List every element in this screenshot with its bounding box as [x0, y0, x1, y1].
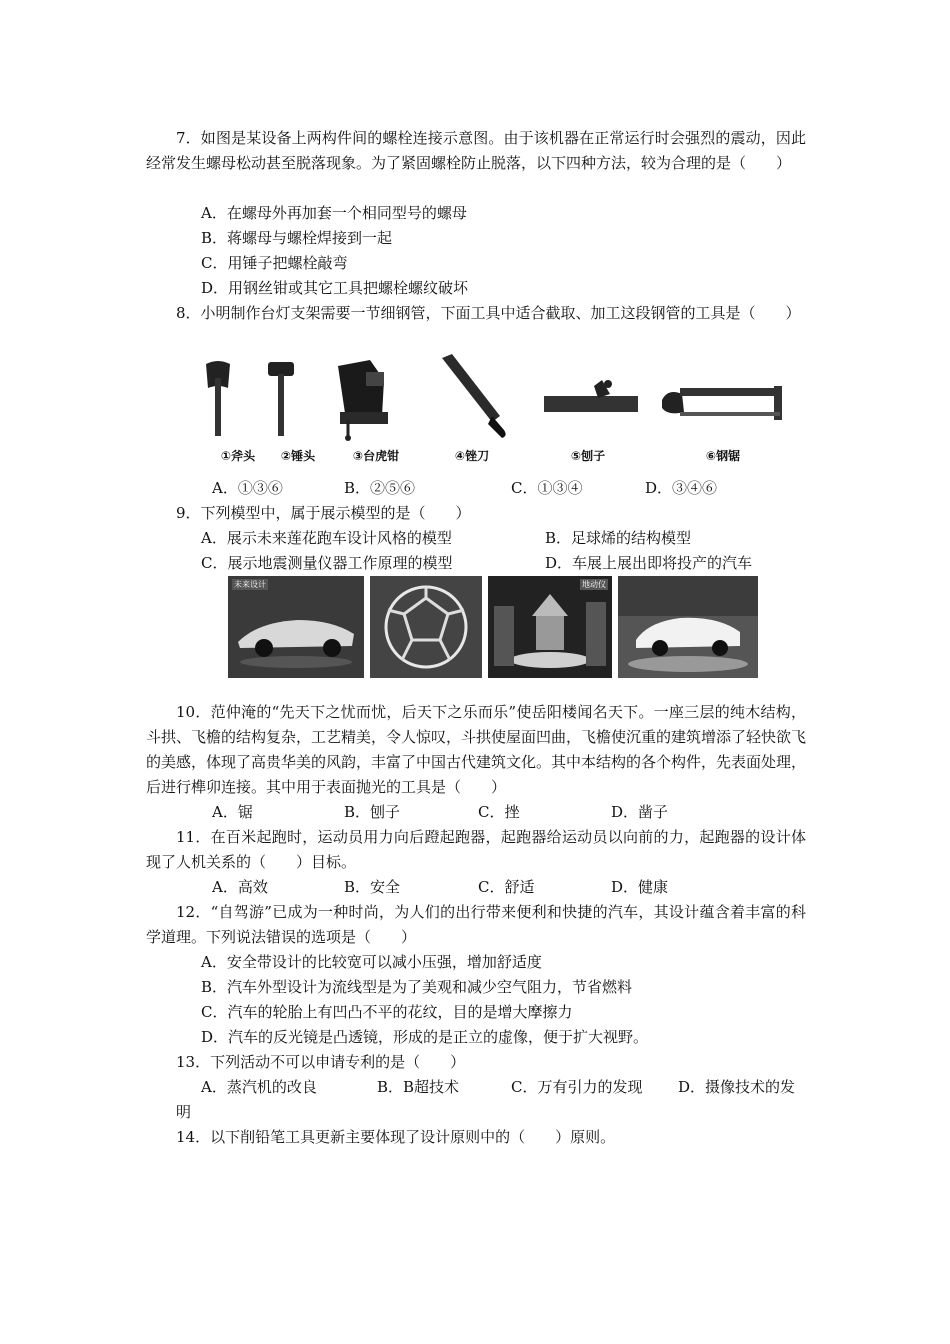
tool-label-vise: ③台虎钳 — [352, 449, 400, 463]
q13-option-a: A．蒸汽机的改良 — [201, 1078, 317, 1096]
sports-car-model-icon — [228, 576, 364, 678]
fullerene-model-icon — [370, 576, 482, 678]
bench-vise-icon — [326, 350, 426, 450]
photo-concept-car — [228, 576, 364, 678]
plane-icon — [538, 350, 638, 450]
q12-option-d: D．汽车的反光镜是凸透镜，形成的是正立的虚像，便于扩大视野。 — [201, 1028, 649, 1046]
q10-option-a: A．锯 — [212, 803, 253, 821]
tool-file — [422, 350, 522, 466]
q11-option-d: D．健康 — [611, 878, 669, 896]
q7-option-d: D．用钢丝钳或其它工具把螺栓螺纹破坏 — [201, 279, 469, 297]
file-icon — [422, 350, 522, 450]
q12-stem: 12．“自驾游”已成为一种时尚，为人们的出行带来便利和快捷的汽车，其设计蕴含着丰富的科学道理。下列说法错误的选项是（ ） — [146, 903, 806, 946]
q11-stem: 11．在百米起跑时，运动员用力向后蹬起跑器，起跑器给运动员以向前的力，起跑器的设计体现了人机关系的（ ）目标。 — [146, 828, 806, 871]
q14-stem: 14．以下削铅笔工具更新主要体现了设计原则中的（ ）原则。 — [176, 1128, 616, 1146]
q11-option-a: A．高效 — [212, 878, 268, 896]
q12-option-a: A．安全带设计的比较宽可以减小压强，增加舒适度 — [201, 953, 542, 971]
seismograph-model-icon — [488, 576, 612, 678]
tool-label-hammer: ②锤头 — [280, 449, 316, 463]
tool-label-plane: ⑤刨子 — [570, 449, 606, 463]
tool-label-hacksaw: ⑥钢锯 — [705, 449, 741, 463]
q7-option-a: A．在螺母外再加套一个相同型号的螺母 — [201, 204, 467, 222]
tool-label-axe: ①斧头 — [220, 449, 256, 463]
q11-option-b: B．安全 — [344, 878, 401, 896]
q12-option-c: C．汽车的轮胎上有凹凸不平的花纹，目的是增大摩擦力 — [201, 1003, 573, 1021]
q8-option-c: C．①③④ — [511, 479, 583, 497]
tool-bench-vise — [326, 350, 426, 466]
q13-option-d: D．摄像技术的发 — [678, 1078, 796, 1096]
tool-label-file: ④锉刀 — [454, 449, 490, 463]
q8-option-d: D．③④⑥ — [645, 479, 718, 497]
photo-caption-1: 未来设计 — [234, 580, 266, 589]
photo-caption-3: 地动仪 — [582, 580, 606, 589]
q13-option-c: C．万有引力的发现 — [511, 1078, 643, 1096]
q13-stem: 13．下列活动不可以申请专利的是（ ） — [176, 1053, 466, 1071]
q7-stem: 7．如图是某设备上两构件间的螺栓连接示意图。由于该机器在正常运行时会强烈的震动，因此经常发生螺母松动甚至脱落现象。为了紧固螺栓防止脱落，以下四种方法，较为合理的是（ ） — [146, 129, 806, 172]
q12-option-b: B．汽车外型设计为流线型是为了美观和减少空气阻力，节省燃料 — [201, 978, 633, 996]
photo-seismograph — [488, 576, 612, 678]
q7-option-c: C．用锤子把螺栓敲弯 — [201, 254, 348, 272]
q10-stem: 10．范仲淹的“先天下之忧而忧，后天下之乐而乐”使岳阳楼闻名天下。一座三层的纯木结构，斗拱、飞檐的结构复杂，工艺精美，令人惊叹，斗拱使屋面凹曲，飞檐使沉重的建筑增添了轻快欲飞的美感，体现了高贵华美的风韵，丰富了中国古代建筑文化。其中本结构的各个构件，先表面处理，后进行榫卯连接。其中用于表面抛光的工具是（ ） — [146, 703, 807, 796]
q8-stem: 8．小明制作台灯支架需要一节细钢管，下面工具中适合截取、加工这段钢管的工具是（ ） — [176, 304, 801, 322]
q10-option-b: B．刨子 — [344, 803, 401, 821]
q13-option-d-wrap: 明 — [176, 1103, 192, 1121]
q8-option-b: B．②⑤⑥ — [344, 479, 416, 497]
q10-option-c: C．挫 — [478, 803, 520, 821]
q10-option-d: D．凿子 — [611, 803, 669, 821]
photo-auto-show-car — [618, 576, 758, 678]
q9-option-b: B．足球烯的结构模型 — [545, 529, 692, 547]
q7-option-b: B．蒋螺母与螺栓焊接到一起 — [201, 229, 393, 247]
q11-option-c: C．舒适 — [478, 878, 535, 896]
tool-hacksaw — [654, 350, 792, 466]
tool-plane — [538, 350, 638, 466]
photo-fullerene — [370, 576, 482, 678]
q9-photos-figure — [228, 576, 758, 678]
q9-option-d: D．车展上展出即将投产的汽车 — [545, 554, 753, 572]
q9-option-a: A．展示未来莲花跑车设计风格的模型 — [201, 529, 452, 547]
auto-show-car-icon — [618, 576, 758, 678]
q13-option-b: B．B超技术 — [377, 1078, 460, 1096]
hacksaw-icon — [654, 350, 792, 450]
q9-stem: 9．下列模型中，属于展示模型的是（ ） — [176, 504, 471, 522]
q9-option-c: C．展示地震测量仪器工作原理的模型 — [201, 554, 453, 572]
q8-tools-figure — [188, 350, 792, 466]
q8-option-a: A．①③⑥ — [212, 479, 283, 497]
